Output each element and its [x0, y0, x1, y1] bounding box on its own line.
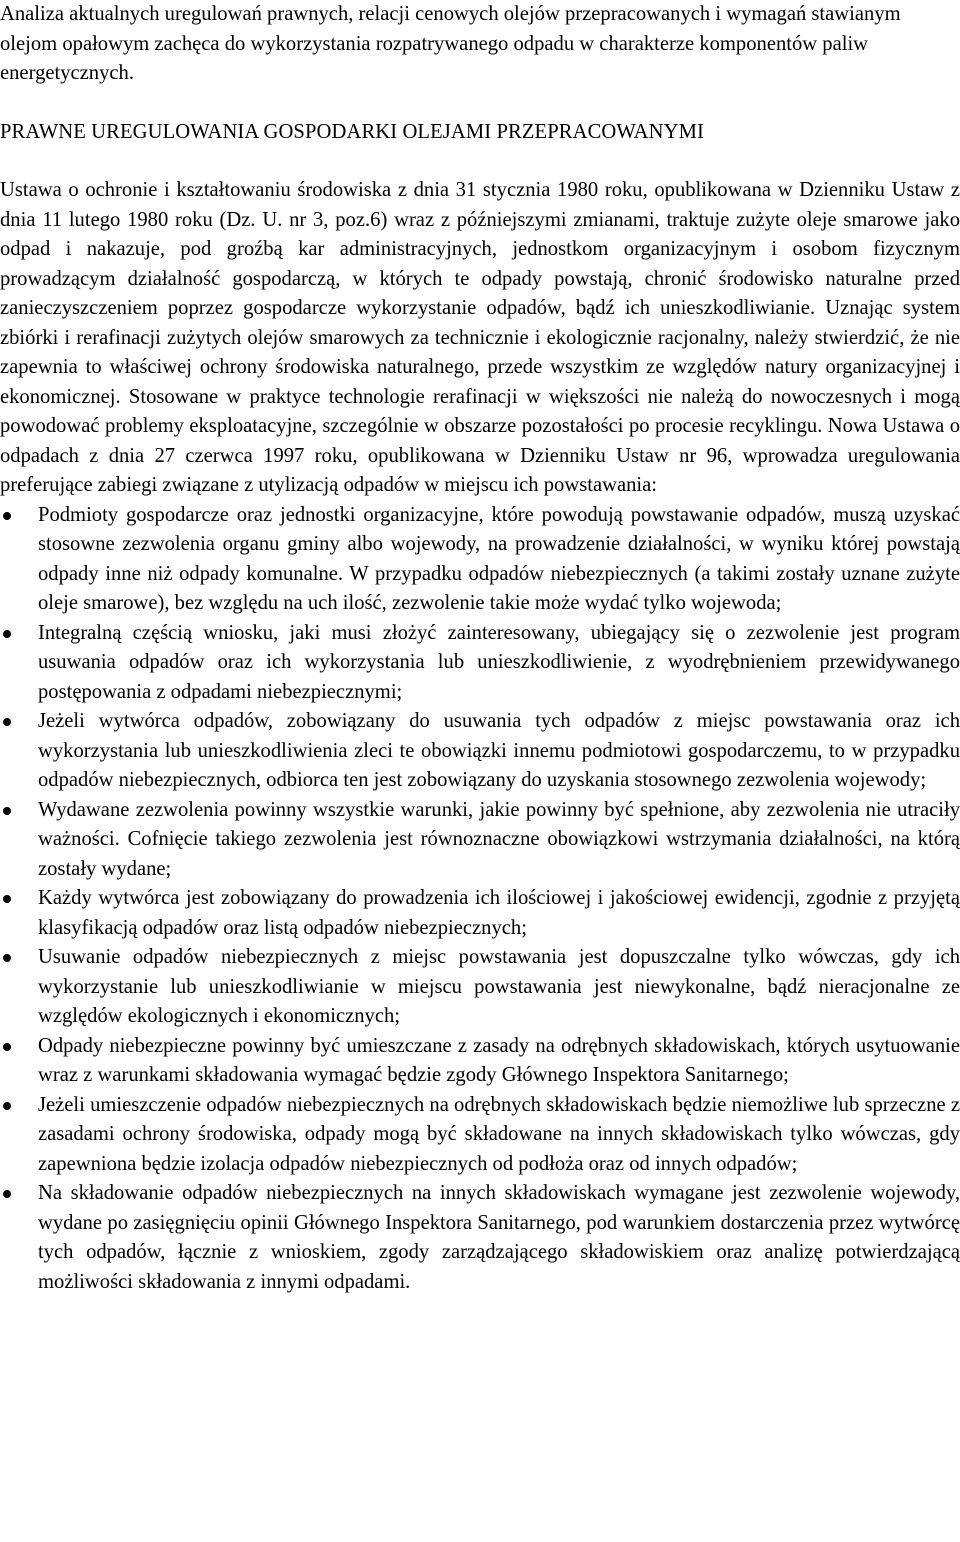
list-item [0, 707, 960, 796]
list-item-text: Na składowanie odpadów niebezpiecznych na innych składowiskach wymagane jest zezwolenie wojewody, wydane po zasięgnięciu opinii Głównego Inspektora Sanitarnego, pod warunkiem dostarczenia przez wytwórcę tych odpadów, łącznie z wnioskiem, zgody zarządzającego składowiskiem oraz analizę potwierdzającą możliwości składowania z innymi odpadami. [38, 1182, 960, 1293]
list-item [0, 796, 960, 885]
list-item-text: Odpady niebezpieczne powinny być umieszczane z zasady na odrębnych składowiskach, których usytuowanie wraz z warunkami składowania wymagać będzie zgody Głównego Inspektora Sanitarnego; [38, 1034, 960, 1086]
list-item [0, 1032, 960, 1091]
list-item-text: Każdy wytwórca jest zobowiązany do prowadzenia ich ilościowej i jakościowej ewidencji, zgodnie z przyjętą klasyfikacją odpadów oraz listą odpadów niebezpiecznych; [38, 887, 960, 939]
list-item [0, 501, 960, 619]
list-item-text: Integralną częścią wniosku, jaki musi złożyć zainteresowany, ubiegający się o zezwolenie jest program usuwania odpadów oraz ich wykorzystania lub unieszkodliwienie, z wyodrębnieniem przewidywanego postępowania z odpadami niebezpiecznymi; [38, 621, 960, 703]
bullet-list [0, 501, 960, 1298]
body-paragraph: Ustawa o ochronie i kształtowaniu środowiska z dnia 31 stycznia 1980 roku, opublikowana w Dzienniku Ustaw z dnia 11 lutego 1980 roku (Dz. U. nr 3, poz.6) wraz z późniejszymi zmianami, traktuje zużyte oleje smarowe jako odpad i nakazuje, pod groźbą kar administracyjnych, jednostkom organizacyjnym i osobom fizycznym prowadzącym działalność gospodarczą, w których te odpady powstają, chronić środowisko naturalne przed zanieczyszczeniem poprzez gospodarcze wykorzystanie odpadów, bądź ich unieszkodliwianie. Uznając system zbiórki i rerafinacji zużytych olejów smarowych za technicznie i ekologicznie racjonalny, należy stwierdzić, że nie zapewnia to właściwej ochrony środowiska naturalnego, przede wszystkim ze względów natury organizacyjnej i ekonomicznej. Stosowane w praktyce technologie rerafinacji w większości nie należą do nowoczesnych i mogą powodować problemy eksploatacyjne, szczególnie w obszarze pozostałości po procesie recyklingu. Nowa Ustawa o odpadach z dnia 27 czerwca 1997 roku, opublikowana w Dzienniku Ustaw nr 96, wprowadza uregulowania preferujące zabiegi związane z utylizacją odpadów w miejscu ich powstawania: [0, 179, 960, 496]
list-item [0, 884, 960, 943]
list-item-text: Usuwanie odpadów niebezpiecznych z miejsc powstawania jest dopuszczalne tylko wówczas, gdy ich wykorzystanie lub unieszkodliwianie w miejscu powstawania jest niewykonalne, bądź nieracjonalne ze względów ekologicznych i ekonomicznych; [38, 946, 960, 1027]
list-item-text: Jeżeli umieszczenie odpadów niebezpiecznych na odrębnych składowiskach będzie niemożliwe lub sprzeczne z zasadami ochrony środowiska, odpady mogą być składowane na innych składowiskach tylko wówczas, gdy zapewniona będzie izolacja odpadów niebezpiecznych od podłoża oraz od innych odpadów; [38, 1093, 960, 1175]
list-item-text: Podmioty gospodarcze oraz jednostki organizacyjne, które powodują powstawanie odpadów, muszą uzyskać stosowne zezwolenia organu gminy albo wojewody, na prowadzenie działalności, w wyniku której powstają odpady inne niż odpady komunalne. W przypadku odpadów niebezpiecznych (a takimi zostały uznane zużyte oleje smarowe), bez względu na uch ilość, zezwolenie takie może wydać tylko wojewoda; [38, 503, 960, 614]
list-item [0, 943, 960, 1032]
list-item [0, 1091, 960, 1180]
intro-paragraph: Analiza aktualnych uregulowań prawnych, relacji cenowych olejów przepracowanych i wymagań stawianym olejom opałowym zachęca do wykorzystania rozpatrywanego odpadu w charakterze komponentów paliw energetycznych. [0, 3, 901, 84]
list-item [0, 1179, 960, 1297]
list-item-text: Jeżeli wytwórca odpadów, zobowiązany do usuwania tych odpadów z miejsc powstawania oraz ich wykorzystania lub unieszkodliwienia zleci te obowiązki innemu podmiotowi gospodarczemu, to w przypadku odpadów niebezpiecznych, odbiorca ten jest zobowiązany do uzyskania stosownego zezwolenia wojewody; [38, 710, 960, 791]
section-heading: PRAWNE UREGULOWANIA GOSPODARKI OLEJAMI PRZEPRACOWANYMI [0, 120, 704, 143]
list-item [0, 619, 960, 708]
list-item-text: Wydawane zezwolenia powinny wszystkie warunki, jakie powinny być spełnione, aby zezwolenia nie utraciły ważności. Cofnięcie takiego zezwolenia jest równoznaczne obowiązkowi wstrzymania działalności, na którą zostały wydane; [38, 798, 960, 880]
